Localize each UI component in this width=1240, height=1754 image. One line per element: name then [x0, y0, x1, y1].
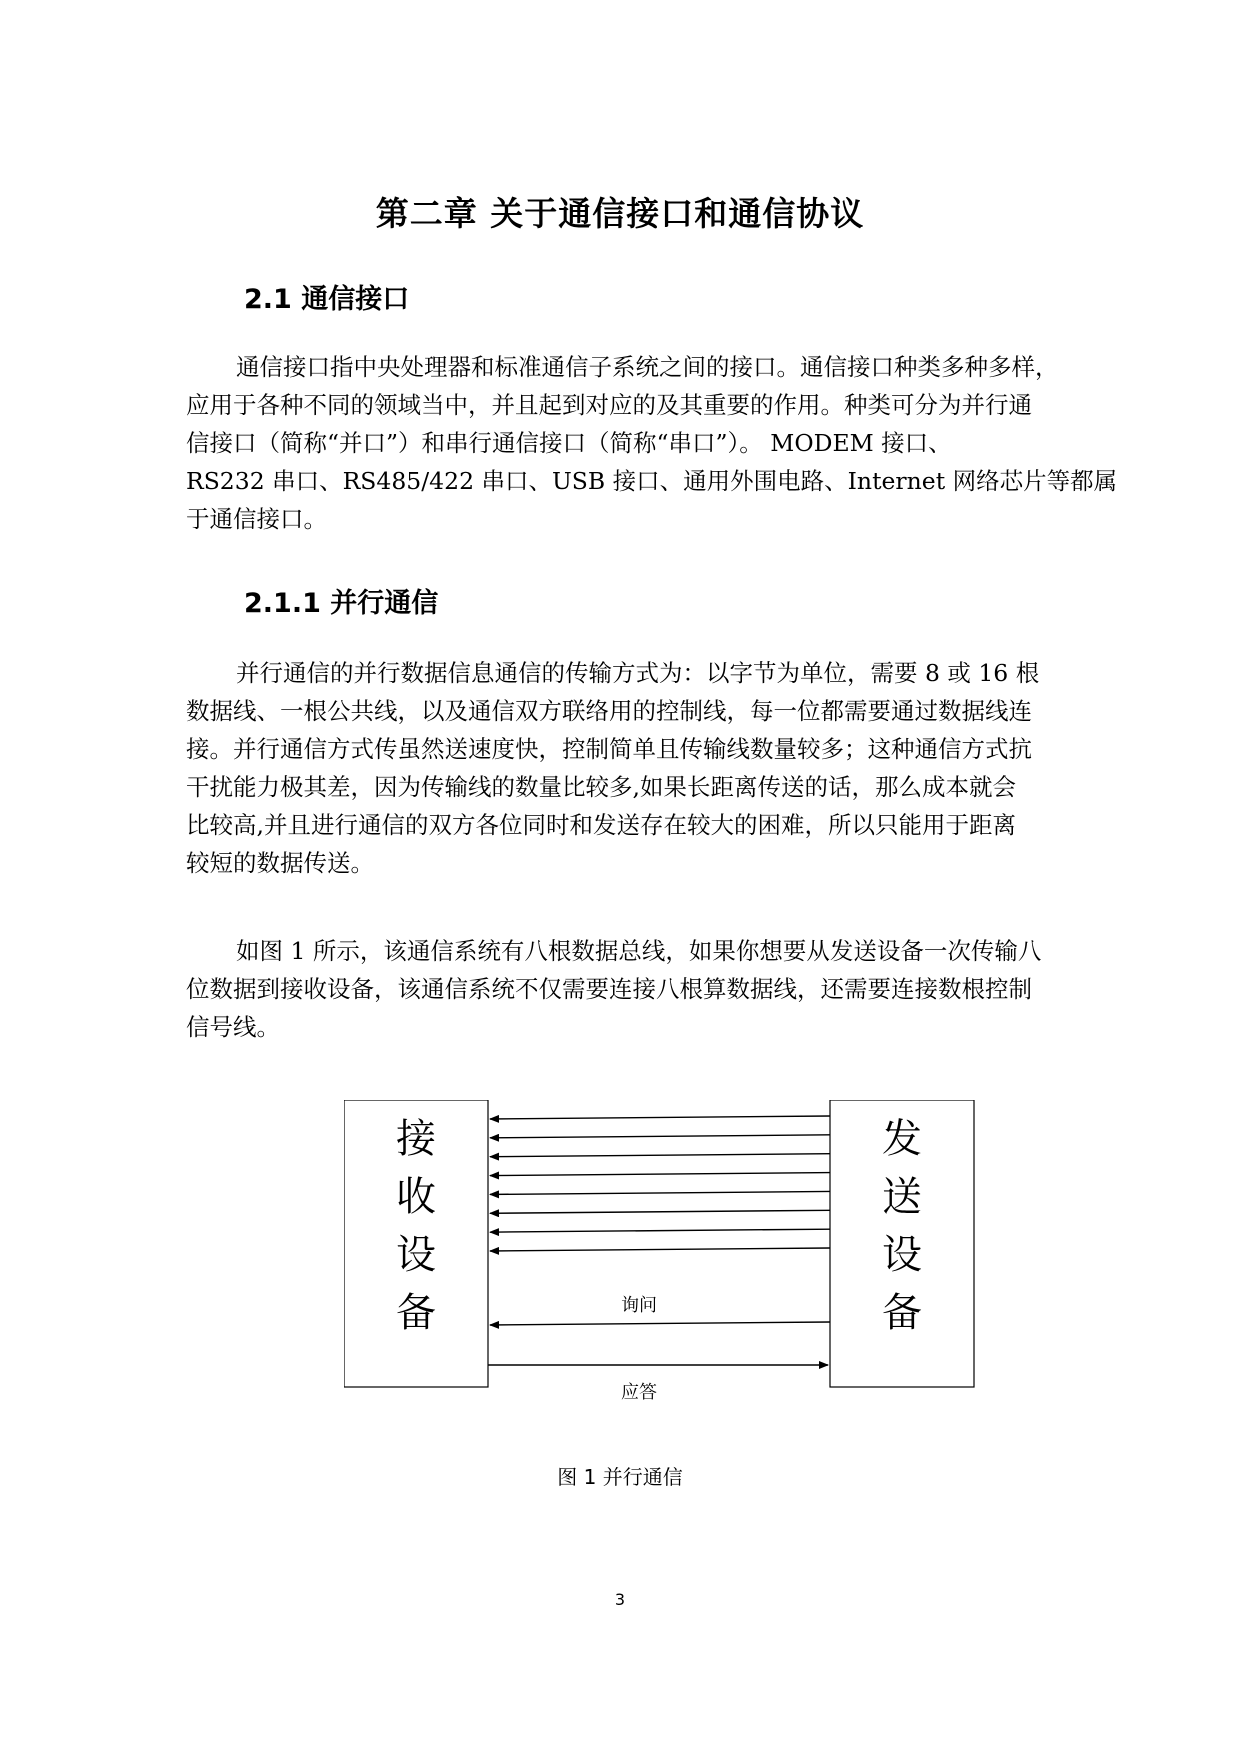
sender-char: 备 [882, 1290, 922, 1336]
text-line: 应用于各种不同的领域当中，并且起到对应的及其重要的作用。种类可分为并行通 [186, 391, 1032, 419]
text-line: 接。并行通信方式传虽然送速度快，控制简单且传输线数量较多；这种通信方式抗 [186, 735, 1032, 763]
page-number: 3 [614, 1590, 626, 1609]
sender-char: 设 [882, 1232, 922, 1278]
section-2-1-1-paragraph-2 [186, 932, 1086, 1046]
parallel-communication-figure [344, 1100, 984, 1420]
receiver-char: 备 [396, 1290, 436, 1336]
sender-char: 送 [882, 1174, 922, 1220]
section-heading-2-1: 2.1 通信接口 [244, 284, 410, 315]
section-2-1-1-paragraph-1 [186, 654, 1086, 882]
text-line: 干扰能力极其差，因为传输线的数量比较多,如果长距离传送的话，那么成本就会 [186, 773, 1016, 801]
sender-char: 发 [882, 1116, 922, 1162]
data-line [490, 1116, 830, 1119]
receiver-char: 设 [396, 1232, 436, 1278]
chapter-title: 第二章 关于通信接口和通信协议 [375, 194, 865, 233]
text-line: RS232 串口、RS485/422 串口、USB 接口、通用外围电路、Internet 网络芯片等都属 [186, 467, 1118, 495]
data-line [490, 1135, 830, 1138]
response-label: 应答 [621, 1382, 657, 1403]
figure-caption: 图 1 并行通信 [557, 1465, 683, 1489]
text-line: 位数据到接收设备，该通信系统不仅需要连接八根算数据线，还需要连接数根控制 [186, 975, 1032, 1003]
text-line: 通信接口指中央处理器和标准通信子系统之间的接口。通信接口种类多种多样， [236, 353, 1059, 381]
inquiry-line [490, 1322, 830, 1325]
text-line: 较短的数据传送。 [186, 849, 374, 877]
receiver-char: 收 [396, 1174, 436, 1220]
section-heading-2-1-1: 2.1.1 并行通信 [244, 588, 439, 619]
text-line: 数据线、一根公共线，以及通信双方联络用的控制线，每一位都需要通过数据线连 [186, 697, 1032, 725]
section-2-1-paragraph [186, 348, 1118, 538]
data-line [490, 1173, 830, 1176]
data-line [490, 1248, 830, 1251]
text-line: 并行通信的并行数据信息通信的传输方式为：以字节为单位，需要 8 或 16 根 [236, 659, 1040, 687]
parallel-communication-diagram [344, 1100, 984, 1420]
data-line [490, 1154, 830, 1157]
text-line: 比较高,并且进行通信的双方各位同时和发送存在较大的困难，所以只能用于距离 [186, 811, 1016, 839]
text-line: 信号线。 [186, 1013, 280, 1041]
text-line: 如图 1 所示，该通信系统有八根数据总线，如果你想要从发送设备一次传输八 [236, 937, 1042, 965]
data-line [490, 1210, 830, 1213]
data-line [490, 1229, 830, 1232]
text-line: 于通信接口。 [186, 505, 327, 533]
inquiry-label: 询问 [621, 1295, 657, 1316]
text-line: 信接口（简称“并口”）和串行通信接口（简称“串口”）。 MODEM 接口、 [186, 429, 952, 457]
receiver-char: 接 [396, 1116, 436, 1162]
data-line [490, 1191, 830, 1194]
